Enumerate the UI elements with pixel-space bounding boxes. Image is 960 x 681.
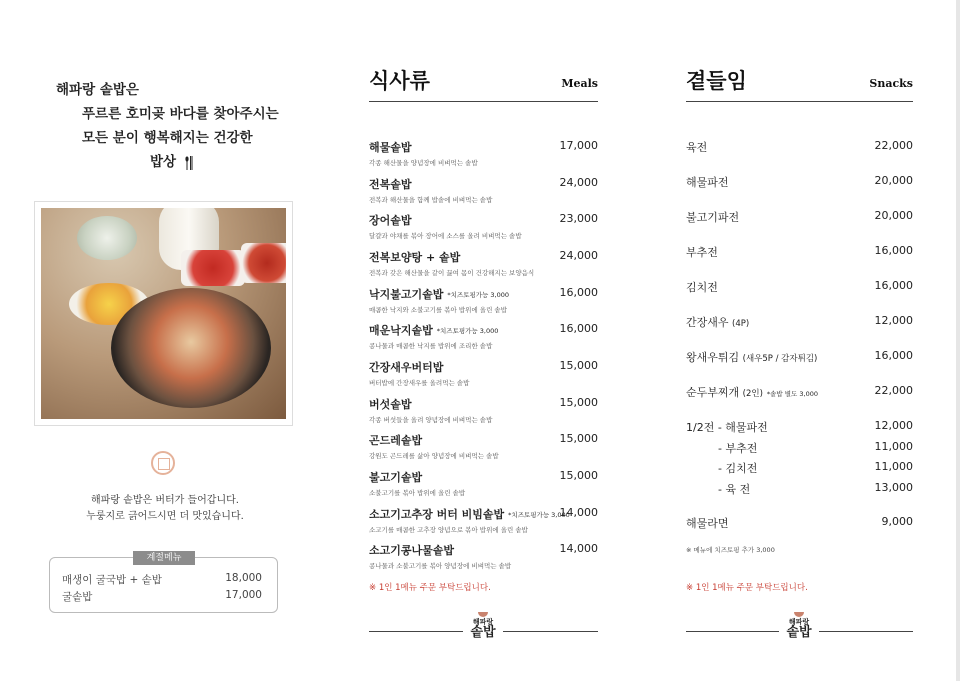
slogan-line-4-wrap [56,150,266,174]
half-item [718,481,750,497]
meal-name-wrap [369,396,492,412]
meal-item [369,469,465,497]
snack-tag: *솥밥 별도 3,000 [766,390,819,398]
slogan-line-3: 모든 분이 행복해지는 건강한 [82,130,253,146]
ramen-price: 9,000 [881,515,913,528]
meal-name: 전복보양탕 + 솥밥 [369,251,461,264]
meal-name: 간장새우버터밥 [369,361,444,374]
snack-extra: (4P) [732,319,750,329]
emblem-icon [151,451,175,475]
snack-price: 16,000 [874,279,913,292]
ramen-item [686,515,729,531]
snack-name: 김치전 [686,281,718,294]
meal-name-wrap [369,139,478,155]
meal-name: 해물솥밥 [369,141,412,154]
meal-item [369,286,509,314]
meal-item [369,396,492,424]
food-photo [34,201,293,426]
note-line-2: 누룽지로 긁어드시면 더 맛있습니다. [86,511,244,522]
meal-price: 15,000 [559,396,598,409]
seasonal-item [62,572,262,587]
snack-name: 왕새우튀김 [686,351,740,364]
meal-desc: 콩나물과 매콤한 낙지를 밥위에 조리한 솥밥 [369,342,493,350]
meal-name: 장어솥밥 [369,214,412,227]
slogan-line-2: 푸르른 호미곶 바다를 찾아주시는 [82,106,279,122]
meal-price: 14,000 [559,542,598,555]
meal-name: 불고기솥밥 [369,471,423,484]
meal-name-wrap [369,212,522,228]
meal-name: 버섯솥밥 [369,398,412,411]
seasonal-item-name: 매생이 굴국밥 + 솥밥 [62,574,162,586]
butter-note [0,493,330,525]
snack-item [686,314,749,330]
meal-name-wrap [369,249,534,265]
meal-price: 15,000 [559,469,598,482]
snack-item [686,209,739,225]
slogan [56,78,279,174]
meal-name-wrap [369,432,499,448]
half-item [718,460,757,476]
meal-name-wrap [369,542,511,558]
snack-item [686,174,729,190]
half-name: 1/2전 - 해물파전 [686,421,768,434]
meal-price: 23,000 [559,212,598,225]
meal-item [369,542,511,570]
meal-desc: 달걀과 야채를 볶아 장어에 소스를 올려 비벼먹는 솥밥 [369,232,522,240]
meal-price: 24,000 [559,249,598,262]
meals-title: 식사류 [369,69,430,93]
spoon-chopsticks-icon [185,156,193,170]
snack-name: 불고기파전 [686,211,740,224]
stone-pot [111,288,271,408]
snack-price: 16,000 [874,244,913,257]
half-name: - 김치전 [718,462,758,475]
footer-logo [779,612,819,639]
logo-top: 해파랑 [788,617,810,626]
logo-top: 해파랑 [472,617,494,626]
meal-desc: 전복과 해산물을 함께 밥솥에 비벼먹는 솥밥 [369,196,493,204]
slogan-line-4: 밥상 [150,154,177,170]
meal-name: 매운낙지솥밥 [369,324,433,337]
snack-item [686,384,818,400]
sotbap-photo [41,208,286,419]
half-item [718,440,757,456]
meals-subtitle: Meals [561,77,598,90]
meal-price: 15,000 [559,359,598,372]
meal-item [369,359,469,387]
snacks-header [686,62,913,102]
snack-name: 육전 [686,141,708,154]
half-price: 11,000 [874,440,913,453]
meal-price: 17,000 [559,139,598,152]
snacks-title: 곁들임 [686,69,747,93]
side-dish [181,250,245,286]
half-name: - 부추전 [718,442,758,455]
snack-price: 22,000 [874,384,913,397]
meal-item [369,432,499,460]
seasonal-item-price: 17,000 [225,589,262,601]
snack-name: 해물파전 [686,176,729,189]
seasonal-item [62,589,262,604]
seasonal-menu-box [49,553,278,613]
snacks-warning: ※ 1인 1메뉴 주문 부탁드립니다. [686,583,808,593]
snack-price: 20,000 [874,174,913,187]
meal-item [369,212,522,240]
meals-header [369,62,598,102]
meal-item [369,139,478,167]
note-line-1: 해파랑 솥밥은 버터가 들어갑니다. [91,495,239,506]
half-price: 13,000 [874,481,913,494]
snack-price: 16,000 [874,349,913,362]
slogan-line-1: 해파랑 솥밥은 [56,82,139,98]
half-name: - 육 전 [718,483,751,496]
meal-desc: 콩나물과 소불고기를 볶아 양념장에 비벼먹는 솥밥 [369,562,512,570]
snack-item [686,279,718,295]
logo-bottom: 솥밥 [786,625,812,640]
meal-name-wrap [369,359,469,375]
snack-name: 순두부찌개 [686,386,740,399]
seasonal-item-name: 굴솥밥 [62,591,93,603]
logo-bottom: 솥밥 [470,625,496,640]
meal-name: 소고기콩나물솥밥 [369,544,455,557]
meal-name-wrap [369,322,498,338]
meal-desc: 소고기를 매콤한 고추장 양념으로 볶아 밥위에 올린 솥밥 [369,526,528,534]
snack-extra: (2인) [742,389,763,399]
snack-price: 22,000 [874,139,913,152]
ramen-name: 해물라면 [686,517,729,530]
snacks-subtitle: Snacks [869,77,913,90]
side-dish [241,243,286,283]
meal-tag: *치즈토핑가능 3,000 [508,511,570,519]
snack-item [686,349,817,365]
meal-price: 24,000 [559,176,598,189]
snack-extra: (새우5P / 감자튀김) [742,354,818,364]
meal-name-wrap [369,286,509,302]
cup [77,216,137,260]
seasonal-item-price: 18,000 [225,572,262,584]
half-item [686,419,768,435]
meal-item [369,176,492,204]
page-edge [956,0,960,681]
half-price: 12,000 [874,419,913,432]
meal-item [369,322,498,350]
half-price: 11,000 [874,460,913,473]
cheese-note: ※ 메뉴에 치즈토핑 추가 3,000 [686,546,775,554]
seasonal-menu-tag: 계절메뉴 [133,551,195,565]
meal-desc: 버터밥에 간장새우를 올려먹는 솥밥 [369,379,470,387]
meal-name: 소고기고추장 버터 비빔솥밥 [369,508,505,521]
meal-item [369,249,534,277]
meals-warning: ※ 1인 1메뉴 주문 부탁드립니다. [369,583,491,593]
meal-desc: 매콤한 낙지와 소불고기를 볶아 밥위에 올린 솥밥 [369,306,507,314]
meal-name-wrap [369,176,492,192]
meal-desc: 각종 해산물을 양념장에 비벼먹는 솥밥 [369,159,478,167]
snack-item [686,244,718,260]
meal-price: 16,000 [559,322,598,335]
snack-price: 20,000 [874,209,913,222]
meal-name: 전복솥밥 [369,178,412,191]
meal-tag: *치즈토핑가능 3,000 [436,327,499,335]
meal-name: 곤드레솥밥 [369,434,423,447]
snack-price: 12,000 [874,314,913,327]
snack-item [686,139,707,155]
meal-price: 15,000 [559,432,598,445]
meal-desc: 각종 버섯들을 올려 양념장에 비벼먹는 솥밥 [369,416,493,424]
meal-name-wrap [369,469,465,485]
meal-desc: 소불고기를 볶아 밥위에 올린 솥밥 [369,489,466,497]
meal-price: 14,000 [559,506,598,519]
footer-logo [463,612,503,639]
meal-desc: 전복과 갖은 해산물을 같이 끓여 몸이 건강해지는 보양음식 [369,269,535,277]
meal-price: 16,000 [559,286,598,299]
snack-name: 부추전 [686,246,718,259]
meal-tag: *치즈토핑가능 3,000 [447,291,509,299]
snack-name: 간장새우 [686,316,729,329]
meal-desc: 강원도 곤드레를 삶아 양념장에 비벼먹는 솥밥 [369,452,499,460]
meal-name: 낙지불고기솥밥 [369,288,444,301]
